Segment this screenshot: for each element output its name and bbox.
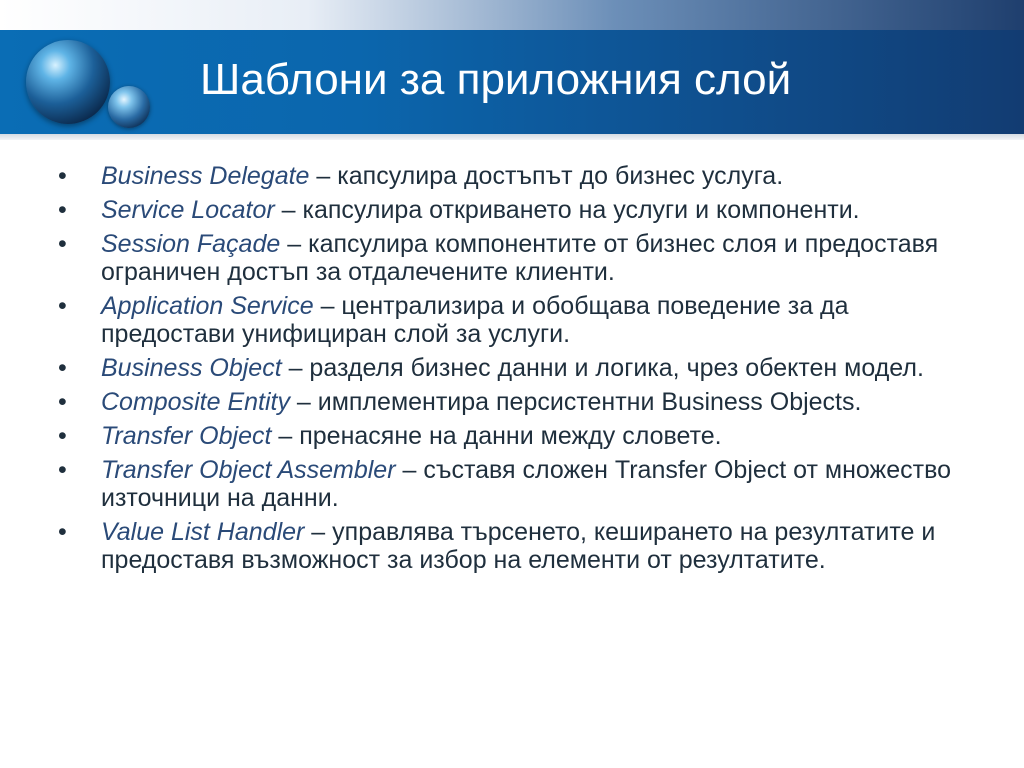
bullet-list	[58, 162, 978, 580]
bullet-item	[58, 292, 978, 348]
bullet-item	[58, 230, 978, 286]
slide-header	[0, 0, 1024, 140]
bullet-icon: •	[58, 422, 67, 450]
globe-logo-icon	[26, 40, 110, 124]
bullet-item	[58, 196, 978, 224]
bullet-item	[58, 518, 978, 574]
bullet-icon: •	[58, 230, 67, 258]
bullet-item	[58, 162, 978, 190]
bullet-icon: •	[58, 388, 67, 416]
small-globe-logo-icon	[108, 86, 150, 128]
bullet-icon: •	[58, 354, 67, 382]
pattern-description: – капсулира откриването на услуги и компоненти.	[274, 196, 860, 224]
pattern-description: – разделя бизнес данни и логика, чрез обектен модел.	[281, 354, 924, 382]
bullet-item	[58, 388, 978, 416]
bullet-item	[58, 354, 978, 382]
slide-title: Шаблони за приложния слой	[200, 55, 792, 104]
header-top-gradient	[0, 0, 1024, 30]
pattern-name: Composite Entity	[101, 388, 290, 416]
bullet-icon: •	[58, 196, 67, 224]
pattern-description: – капсулира достъпът до бизнес услуга.	[309, 162, 784, 190]
pattern-name: Value List Handler	[101, 518, 305, 546]
pattern-description: – съставя сложен Transfer Object от множество източници на данни.	[101, 456, 952, 512]
header-divider	[0, 134, 1024, 140]
bullet-item	[58, 422, 978, 450]
bullet-icon: •	[58, 292, 67, 320]
pattern-name: Application Service	[101, 292, 314, 320]
pattern-description: – капсулира компонентите от бизнес слоя и предоставя ограничен достъп за отдалечените клиенти.	[101, 230, 939, 286]
pattern-description: – имплементира персистентни Business Objects.	[289, 388, 862, 416]
pattern-name: Service Locator	[101, 196, 275, 224]
pattern-name: Transfer Object	[101, 422, 272, 450]
pattern-name: Business Delegate	[101, 162, 310, 190]
bullet-icon: •	[58, 518, 67, 546]
pattern-description: – пренасяне на данни между словете.	[271, 422, 722, 450]
bullet-item	[58, 456, 978, 512]
pattern-name: Business Object	[101, 354, 282, 382]
pattern-name: Transfer Object Assembler	[101, 456, 396, 484]
pattern-description: – управлява търсенето, кеширането на резултатите и предоставя възможност за избор на елементи от резултатите.	[101, 518, 936, 574]
bullet-icon: •	[58, 456, 67, 484]
bullet-icon: •	[58, 162, 67, 190]
pattern-description: – централизира и обобщава поведение за да предостави унифициран слой за услуги.	[101, 292, 849, 348]
pattern-name: Session Façade	[101, 230, 281, 258]
